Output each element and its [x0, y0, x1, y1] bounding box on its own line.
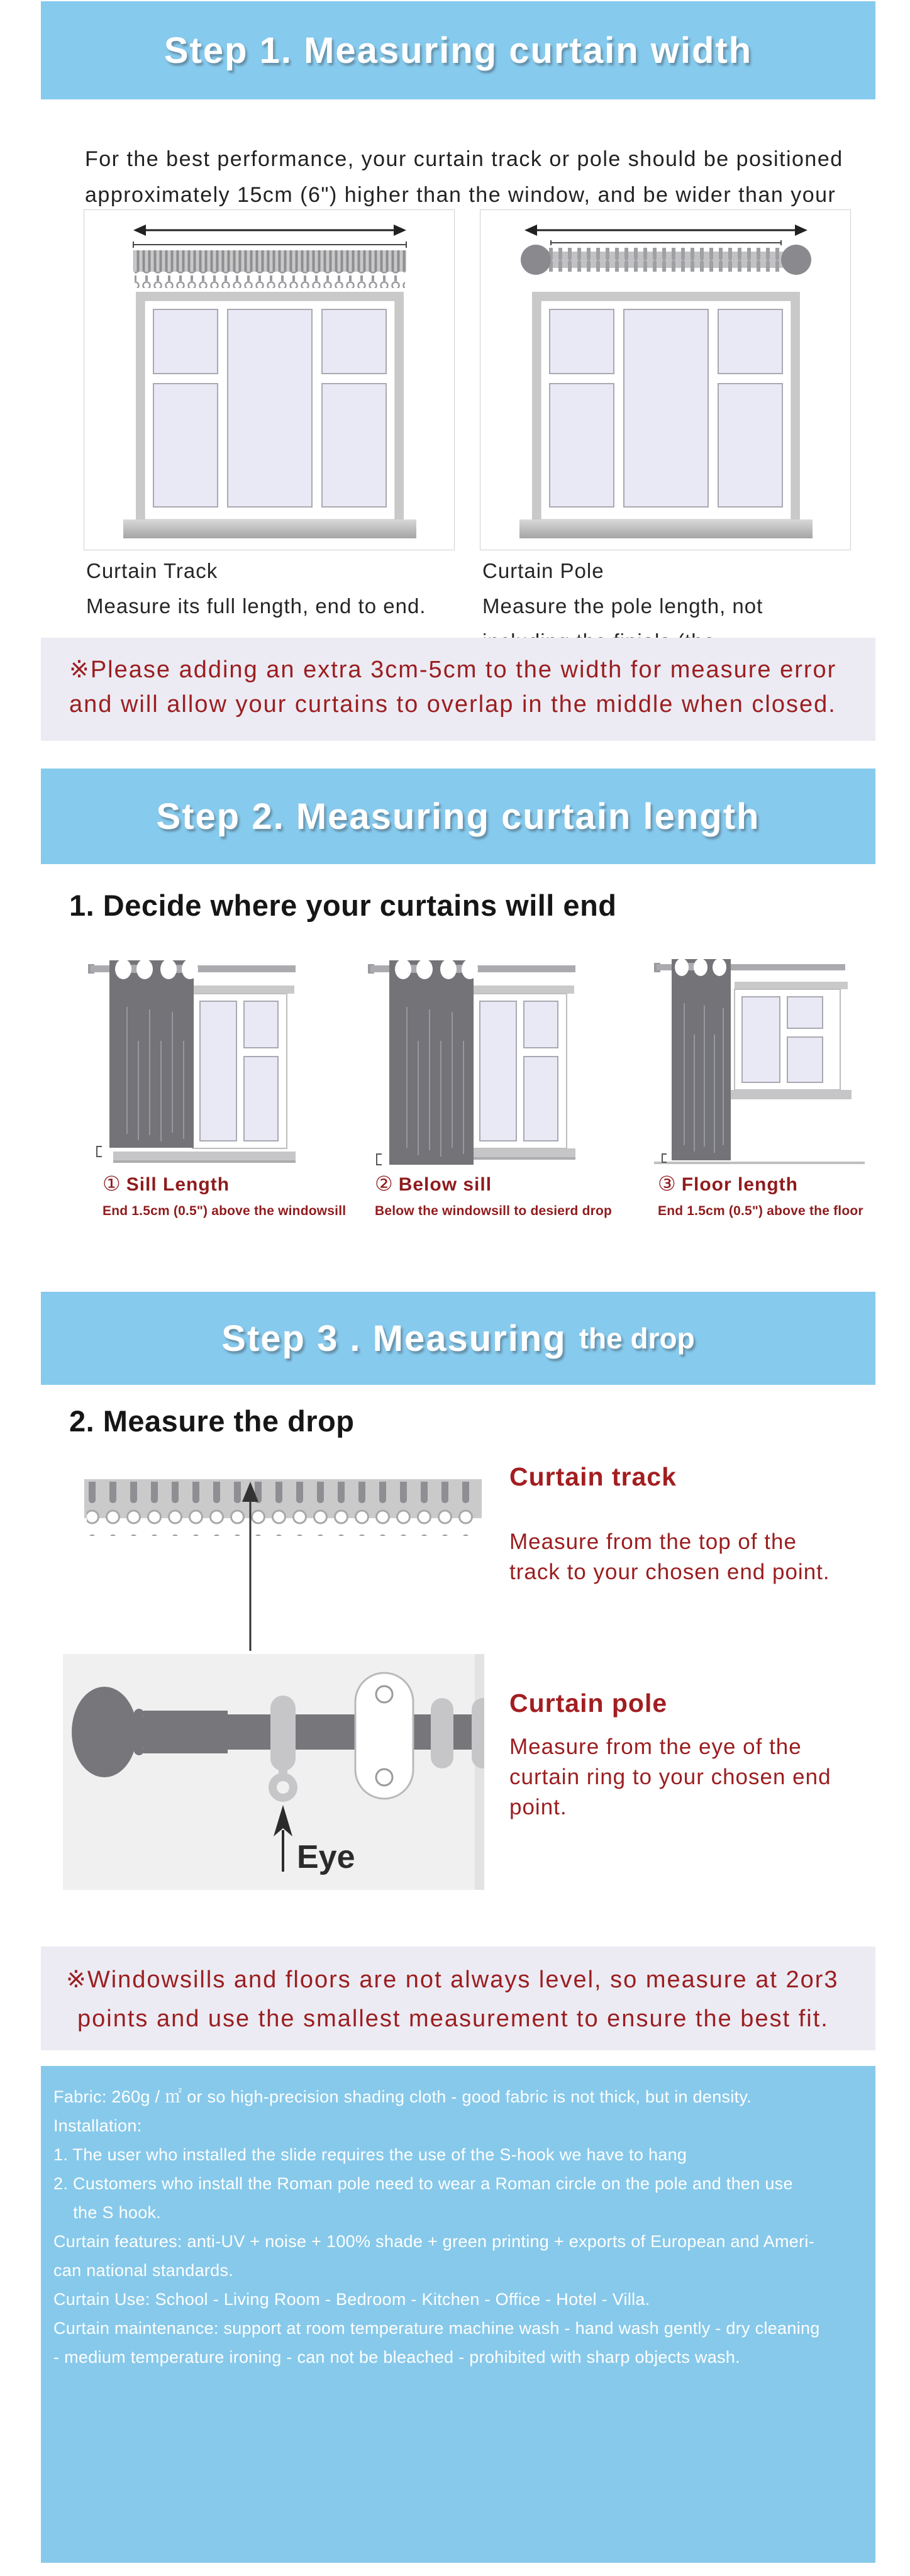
option1-title: Sill Length — [126, 1174, 230, 1195]
curtain-track-label — [86, 553, 426, 624]
step3-banner-title: Step 3 . Measuring — [221, 1318, 567, 1359]
option1-number: ① — [103, 1172, 121, 1195]
drop-pole-desc-1: Measure from the eye of the — [509, 1735, 802, 1759]
curtain-track-diagram-box — [84, 209, 455, 550]
info-use: Curtain Use: School - Living Room - Bedroom - Kitchen - Office - Hotel - Villa. — [53, 2290, 650, 2309]
option2-title: Below sill — [398, 1174, 492, 1195]
drop-pole-illustration — [63, 1654, 484, 1890]
curtain-track-desc: Measure its full length, end to end. — [86, 594, 426, 618]
product-info-panel — [41, 2066, 875, 2563]
width-notice-line-2: and will allow your curtains to overlap in the middle when closed. — [69, 691, 836, 718]
info-maintenance: Curtain maintenance: support at room temperature machine wash - hand wash gently - dry cleaning — [53, 2319, 820, 2338]
drop-track-desc-1: Measure from the top of the — [509, 1530, 797, 1554]
intro-line-1: For the best performance, your curtain track or pole should be positioned — [85, 147, 843, 171]
step3-banner — [41, 1292, 875, 1385]
length-heading: 1. Decide where your curtains will end — [69, 889, 617, 922]
drop-track-title: Curtain track — [509, 1462, 677, 1491]
option1-desc: End 1.5cm (0.5") above the windowsill — [103, 1204, 347, 1218]
sill-length-caption — [103, 1174, 346, 1219]
curtain-pole-title: Curtain Pole — [482, 559, 604, 582]
curtain-pole-desc-1: Measure the pole length, not — [482, 594, 763, 618]
sill-length-illustration — [88, 947, 299, 1167]
drop-track-text — [509, 1462, 830, 1587]
drop-heading: 2. Measure the drop — [69, 1404, 355, 1438]
drop-notice-line-2: points and use the smallest measurement to ensure the best fit. — [77, 2006, 829, 2032]
info-maintenance-2: - medium temperature ironing - can not be bleached - prohibited with sharp objects wash. — [53, 2348, 740, 2367]
drop-notice-line-1: ※Windowsills and floors are not always level, so measure at 2or3 — [66, 1967, 839, 1993]
step1-banner — [41, 1, 875, 99]
drop-track-illustration — [82, 1472, 484, 1660]
width-notice — [41, 638, 875, 741]
step2-banner — [41, 769, 875, 864]
info-install-2b: the S hook. — [53, 2203, 162, 2222]
drop-pole-desc-2: curtain ring to your chosen end — [509, 1765, 831, 1789]
step3-banner-subtitle: the drop — [579, 1322, 695, 1355]
option2-number: ② — [375, 1172, 394, 1195]
info-features-2: can national standards. — [53, 2261, 234, 2280]
width-notice-line-1: ※Please adding an extra 3cm-5cm to the width for measure error — [69, 657, 837, 683]
option3-title: Floor length — [681, 1174, 798, 1195]
eye-label: Eye — [297, 1839, 355, 1875]
curtain-pole-illustration — [480, 210, 850, 550]
info-fabric: Fabric: 260g / ㎡ or so high-precision shading cloth - good fabric is not thick, but in density. — [53, 2087, 752, 2106]
floor-length-illustration — [654, 947, 865, 1167]
step2-banner-title: Step 2. Measuring curtain length — [156, 796, 760, 837]
drop-track-desc-2: track to your chosen end point. — [509, 1560, 830, 1584]
drop-pole-desc-3: point. — [509, 1795, 567, 1819]
below-sill-caption — [375, 1174, 612, 1219]
info-install-2: 2. Customers who install the Roman pole need to wear a Roman circle on the pole and then use — [53, 2174, 793, 2193]
below-sill-illustration — [368, 947, 579, 1167]
curtain-track-title: Curtain Track — [86, 559, 218, 582]
intro-text — [85, 142, 843, 213]
info-installation: Installation: — [53, 2116, 142, 2135]
drop-notice — [41, 1946, 875, 2050]
drop-pole-title: Curtain pole — [509, 1689, 668, 1718]
info-install-1: 1. The user who installed the slide requires the use of the S-hook we have to hang — [53, 2145, 687, 2164]
option3-number: ③ — [658, 1172, 677, 1195]
intro-line-2: approximately 15cm (6") higher than the window, and be wider than your — [85, 183, 836, 207]
option2-desc: Below the windowsill to desierd drop — [375, 1204, 613, 1218]
floor-length-caption — [658, 1174, 863, 1219]
info-features: Curtain features: anti-UV + noise + 100% shade + green printing + exports of European and Ameri- — [53, 2232, 815, 2251]
drop-pole-text — [509, 1689, 831, 1823]
curtain-pole-diagram-box — [480, 209, 851, 550]
option3-desc: End 1.5cm (0.5") above the floor — [658, 1204, 863, 1218]
step1-banner-title: Step 1. Measuring curtain width — [164, 30, 753, 71]
curtain-track-illustration — [84, 210, 454, 550]
